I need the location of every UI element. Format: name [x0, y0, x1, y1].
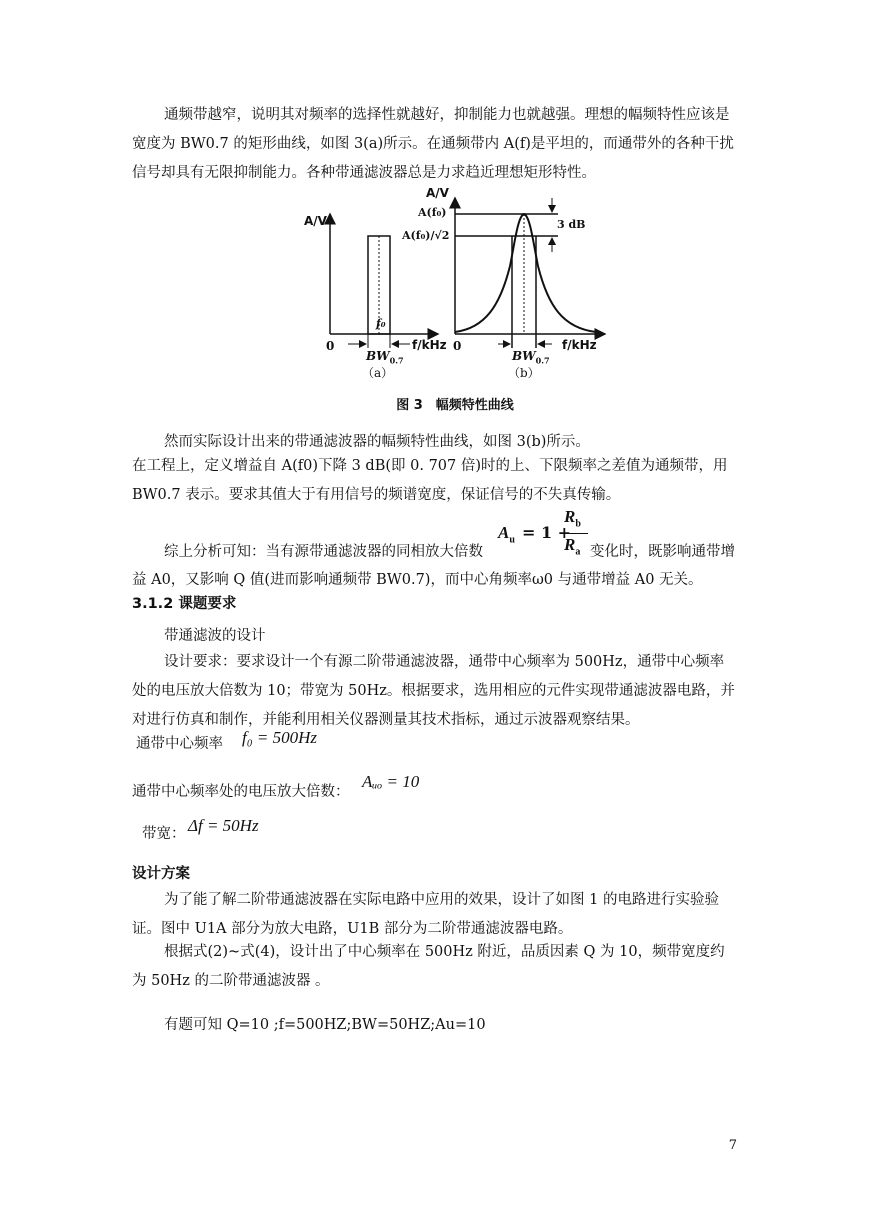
paragraph-summary-line1: 综上分析可知：当有源带通滤波器的同相放大倍数 — [164, 544, 483, 560]
page-number: 7 — [728, 1138, 737, 1153]
fig-a-sublabel: （a） — [362, 366, 394, 380]
paragraph-actual-curve: 然而实际设计出来的带通滤波器的幅频特性曲线，如图 3(b)所示。 — [164, 434, 590, 450]
bandwidth-formula: Δf = 50Hz — [188, 816, 259, 835]
fig-a-zero: 0 — [326, 339, 335, 353]
fig-b-af0-sqrt2: A(f₀)/√2 — [402, 229, 450, 242]
design-scheme-heading: 设计方案 — [132, 866, 190, 882]
fig-b-af0: A(f₀) — [418, 206, 447, 219]
gain-label: 通带中心频率处的电压放大倍数： — [132, 784, 350, 800]
fig-a-bw: $BW_{0.7}$ — [366, 349, 404, 366]
paragraph-summary-line2: 益 A0，又影响 Q 值(进而影响通频带 BW0.7)，而中心角频率ω0 与通带增益 A0 无关。 — [132, 572, 703, 588]
gain-formula-text: Aᵤₒ = 10 — [362, 772, 420, 791]
fig-a-ylabel: A/V — [304, 214, 327, 228]
figure-caption: 图 3 幅频特性曲线 — [396, 398, 514, 413]
paragraph-design-requirements: 设计要求：要求设计一个有源二阶带通滤波器，通带中心频率为 500Hz，通带中心频率处的电压放大倍数为 10；带宽为 50Hz。根据要求，选用相应的元件实现带通滤波器电路，并对进行仿真和制作，并能利用相关仪器测量其技术指标，通过示波器观察结果。 — [132, 654, 735, 728]
fig-a-f0: f₀ — [376, 317, 386, 330]
figure-3-svg — [300, 186, 610, 386]
figure-3-amplitude-frequency — [300, 186, 610, 418]
fig-b-ylabel: A/V — [426, 186, 449, 200]
paragraph-formula-design: 根据式(2)~式(4)，设计出了中心频率在 500Hz 附近，品质因素 Q 为 10，频带宽度约为 50Hz 的二阶带通滤波器 。 — [132, 944, 725, 989]
fig-b-xlabel: f/kHz — [562, 338, 597, 352]
fig-b-zero: 0 — [453, 339, 462, 353]
fig-a-xlabel: f/kHz — [412, 338, 447, 352]
paragraph-design-scheme: 为了能了解二阶带通滤波器在实际电路中应用的效果，设计了如图 1 的电路进行实验验证。图中 U1A 部分为放大电路，U1B 部分为二阶带通滤波器电路。 — [132, 892, 719, 937]
section-heading-3-1-2: 3.1.2 课题要求 — [132, 596, 237, 612]
paragraph-given-values: 有题可知 Q=10 ;f=500HZ;BW=50HZ;Au=10 — [164, 1017, 486, 1033]
response-curve — [455, 214, 596, 332]
fig-b-sublabel: （b） — [508, 366, 540, 380]
center-freq-formula: f₀ = 500Hz — [242, 728, 317, 747]
fig-b-bw: $BW_{0.7}$ — [512, 349, 550, 366]
fig-b-3db: 3 dB — [557, 218, 586, 231]
center-freq-label: 通带中心频率 — [136, 736, 223, 752]
gain-formula: $A_u$ = 1 + $R_b$ $R_a$ — [498, 509, 590, 559]
paragraph-engineering-bw: 在工程上，定义增益自 A(f0)下降 3 dB(即 0. 707 倍)时的上、下限频率之差值为通频带，用 BW0.7 表示。要求其值大于有用信号的频谱宽度，保证信号的不失真传输。 — [132, 458, 728, 503]
bandwidth-label: 带宽： — [142, 826, 186, 842]
paragraph-summary-line1-end: 变化时，既影响通带增 — [590, 544, 735, 560]
paragraph-bandpass-design: 带通滤波的设计 — [164, 628, 266, 644]
paragraph-passband-narrow: 通频带越窄，说明其对频率的选择性就越好，抑制能力也就越强。理想的幅频特性应该是宽度为 BW0.7 的矩形曲线，如图 3(a)所示。在通频带内 A(f)是平坦的，而通带外的各种干扰信号却具有无限抑制能力。各种带通滤波器总是力求趋近理想矩形特性。 — [132, 107, 734, 181]
